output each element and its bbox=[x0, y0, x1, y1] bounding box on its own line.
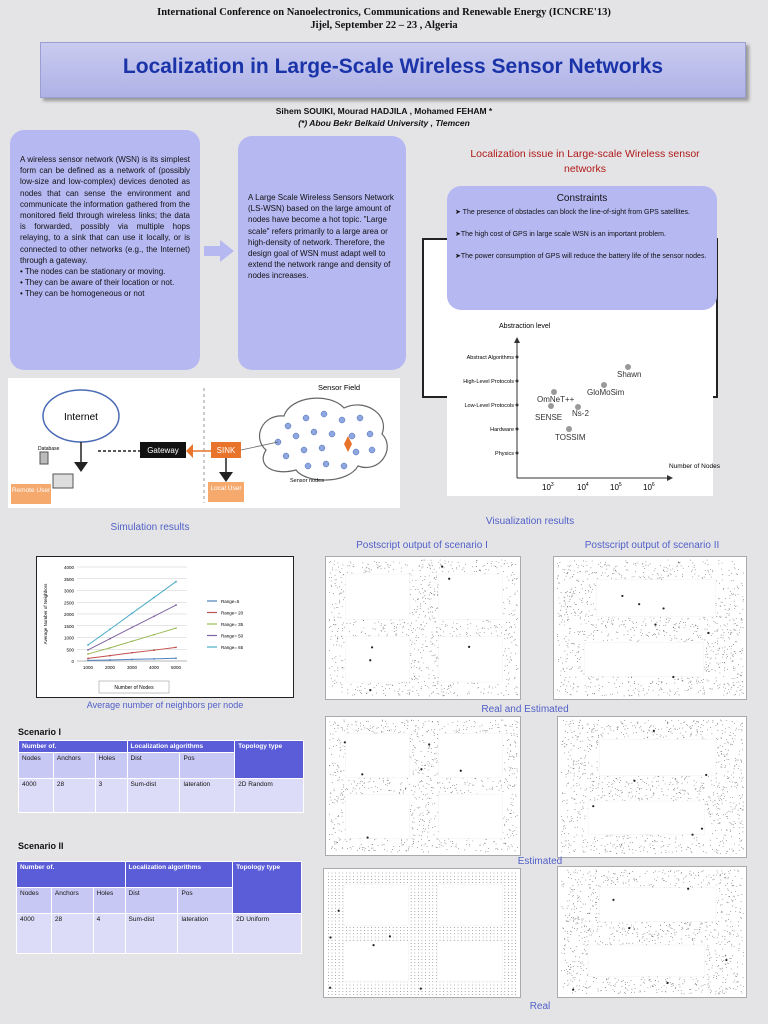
authors-block bbox=[0, 105, 768, 129]
obstacle-hole bbox=[344, 941, 409, 982]
author-names: Sihem SOUIKI, Mourad HADJILA , Mohamed FEHAM * bbox=[275, 106, 493, 116]
x-tick: $10^4$ bbox=[577, 482, 589, 492]
subheader-cell: Dist bbox=[125, 888, 178, 914]
anchor-node bbox=[653, 730, 655, 732]
author-affiliation: (*) Abou Bekr Belkaid University , Tlemcen bbox=[298, 118, 470, 128]
network-architecture-diagram bbox=[8, 378, 400, 508]
constraints-box bbox=[447, 186, 717, 310]
anchor-node bbox=[389, 935, 391, 937]
x-tick-label: 4000 bbox=[148, 665, 160, 670]
header-cell: Topology type bbox=[235, 741, 304, 779]
anchor-node bbox=[633, 780, 635, 782]
legend-label: Range= 35 bbox=[221, 621, 244, 627]
anchor-node bbox=[592, 805, 594, 807]
data-point bbox=[87, 660, 89, 662]
lswsn-text: A Large Scale Wireless Sensors Network (LS-WSN) based on the large amount of nodes have become a hot topic. "Large scale" refers primarily to a large area or high-density of network. Therefore, the design goal of WSN must adapt well to extend the network range and density of nodes increases. bbox=[248, 193, 394, 281]
header-cell: Number of. bbox=[19, 741, 128, 753]
y-axis-label: Average Number of Neighbors bbox=[43, 583, 48, 645]
right-arrow-icon bbox=[204, 240, 234, 262]
ps2-title: Postscript output of scenario II bbox=[584, 540, 720, 551]
data-point bbox=[131, 640, 133, 642]
anchor-node bbox=[662, 607, 664, 609]
anchor-node bbox=[687, 888, 689, 890]
x-tick: $10^6$ bbox=[643, 482, 655, 492]
y-tick-label: 3500 bbox=[63, 576, 74, 582]
abstraction-xlabel: Number of Nodes bbox=[669, 463, 720, 470]
conference-name: International Conference on Nanoelectronics, Communications and Renewable Energy (ICNCRE'13) bbox=[157, 7, 611, 18]
sensor-field-label: Sensor Field bbox=[318, 383, 361, 392]
wsn-bullet: • The nodes can be stationary or moving. bbox=[20, 267, 166, 277]
anchor-node bbox=[705, 774, 707, 776]
anchor-node bbox=[329, 936, 331, 938]
obstacle-hole bbox=[439, 734, 503, 778]
local-user-label: Local User bbox=[210, 485, 242, 492]
obstacle-hole bbox=[588, 801, 705, 835]
anchor-node bbox=[638, 603, 640, 605]
x-tick: $10^3$ bbox=[542, 482, 554, 492]
estimated-plot-scenario-1 bbox=[325, 716, 521, 856]
anchor-node bbox=[460, 770, 462, 772]
subheader-cell: Pos bbox=[180, 753, 235, 779]
data-point bbox=[153, 658, 155, 660]
table-cell: lateration bbox=[180, 779, 235, 813]
level-label: High-Level Protocols bbox=[463, 379, 514, 385]
table-cell: 28 bbox=[53, 779, 95, 813]
obstacle-hole bbox=[588, 945, 705, 976]
wsn-bullet: • They can be aware of their location or not. bbox=[20, 278, 175, 288]
ps1-title: Postscript output of scenario I bbox=[356, 540, 488, 551]
database-icon bbox=[40, 452, 48, 464]
title-banner bbox=[40, 42, 746, 98]
x-axis-label: Number of Nodes bbox=[114, 685, 154, 691]
tool-label: Ns-2 bbox=[572, 409, 589, 418]
gateway-label: Gateway bbox=[147, 446, 179, 455]
legend-label: Range=5 bbox=[221, 598, 240, 604]
anchor-node bbox=[448, 578, 450, 580]
tool-label: SENSE bbox=[535, 413, 563, 422]
tool-label: TOSSIM bbox=[555, 433, 586, 442]
table-cell: 3 bbox=[95, 779, 127, 813]
data-point bbox=[131, 652, 133, 654]
anchor-node bbox=[369, 689, 371, 691]
anchor-node bbox=[338, 910, 340, 912]
level-label: Hardware bbox=[490, 427, 514, 433]
tool-point bbox=[566, 426, 572, 432]
scenario-1-table bbox=[18, 740, 304, 813]
subheader-cell: Pos bbox=[178, 888, 233, 914]
anchor-node bbox=[329, 987, 331, 989]
abstraction-level-diagram bbox=[447, 318, 720, 496]
real-estimated-caption: Real and Estimated bbox=[481, 704, 569, 715]
table-cell: 4000 bbox=[17, 914, 52, 954]
conference-place: Jijel, September 22 – 23 , Algeria bbox=[310, 20, 458, 31]
y-tick-label: 2500 bbox=[63, 600, 74, 606]
x-tick-label: 1000 bbox=[82, 665, 94, 670]
subheader-cell: Anchors bbox=[51, 888, 93, 914]
data-point bbox=[131, 612, 133, 614]
header-cell: Localization algorithms bbox=[125, 862, 233, 888]
database-label: Database bbox=[38, 446, 60, 452]
anchor-node bbox=[621, 595, 623, 597]
data-point bbox=[109, 647, 111, 649]
anchor-node bbox=[628, 927, 630, 929]
sensor-nodes-label: Sensor nodes bbox=[290, 478, 324, 484]
obstacle-hole bbox=[345, 637, 409, 682]
visualization-results-title: Visualization results bbox=[485, 516, 575, 527]
level-label: Low-Level Protocols bbox=[464, 403, 514, 409]
y-tick-label: 4000 bbox=[63, 565, 74, 570]
real-caption: Real bbox=[529, 1001, 551, 1012]
data-point bbox=[175, 646, 177, 648]
abstraction-ylabel: Abstraction level bbox=[499, 323, 551, 330]
localization-issue-title: Localization issue in Large-scale Wireless sensor networks bbox=[470, 148, 700, 175]
constraint-item: ➤ The presence of obstacles can block the line-of-sight from GPS satellites. bbox=[455, 209, 690, 216]
data-point bbox=[87, 658, 89, 660]
obstacle-hole bbox=[345, 574, 409, 619]
computer-icon bbox=[53, 474, 73, 488]
subheader-cell: Anchors bbox=[53, 753, 95, 779]
obstacle-hole bbox=[345, 734, 409, 778]
y-tick-label: 1500 bbox=[63, 623, 74, 629]
simulation-results-title: Simulation results bbox=[110, 522, 190, 533]
subheader-cell: Holes bbox=[93, 888, 125, 914]
obstacle-hole bbox=[439, 574, 503, 619]
level-label: Abstract Algorithms bbox=[466, 355, 514, 361]
y-tick-label: 1000 bbox=[63, 635, 74, 641]
data-point bbox=[109, 628, 111, 630]
anchor-node bbox=[371, 646, 373, 648]
table-cell: 2D Uniform bbox=[233, 914, 302, 954]
data-point bbox=[153, 649, 155, 651]
anchor-node bbox=[344, 741, 346, 743]
y-tick-label: 2000 bbox=[63, 612, 74, 617]
scenario-2-label: Scenario II bbox=[18, 841, 64, 851]
table-cell: 4000 bbox=[19, 779, 54, 813]
chart-caption: Average number of neighbors per node bbox=[86, 700, 244, 710]
estimated-caption: Estimated bbox=[517, 856, 563, 867]
anchor-node bbox=[361, 773, 363, 775]
data-point bbox=[87, 644, 89, 646]
data-point bbox=[109, 655, 111, 657]
x-tick-label: 2000 bbox=[104, 665, 116, 670]
data-point bbox=[131, 626, 133, 628]
obstacle-hole bbox=[439, 794, 503, 838]
constraint-item: ➤The power consumption of GPS will reduce the battery life of the sensor nodes. bbox=[455, 253, 707, 260]
header-cell: Number of. bbox=[17, 862, 126, 888]
anchor-node bbox=[654, 623, 656, 625]
anchor-node bbox=[420, 768, 422, 770]
anchor-node bbox=[468, 646, 470, 648]
anchor-node bbox=[725, 959, 727, 961]
real-plot-scenario-2 bbox=[557, 866, 747, 998]
x-tick-label: 5000 bbox=[170, 665, 182, 670]
remote-user-label: Remote User bbox=[11, 487, 51, 494]
real-plot-scenario-1 bbox=[323, 868, 521, 998]
legend-label: Range= 50 bbox=[221, 633, 244, 639]
subheader-cell: Nodes bbox=[17, 888, 52, 914]
sink-label: SINK bbox=[216, 446, 236, 455]
anchor-node bbox=[372, 944, 374, 946]
header-cell: Topology type bbox=[233, 862, 302, 914]
table-cell: Sum-dist bbox=[125, 914, 178, 954]
anchor-node bbox=[672, 676, 674, 678]
obstacle-hole bbox=[438, 884, 503, 925]
data-point bbox=[175, 604, 177, 606]
legend-label: Range= 65 bbox=[221, 644, 244, 650]
postscript-plot-scenario-1 bbox=[325, 556, 521, 700]
table-cell: 2D Random bbox=[235, 779, 304, 813]
tool-label: OmNeT++ bbox=[537, 395, 575, 404]
wsn-definition-box bbox=[10, 130, 200, 370]
legend-label: Range= 20 bbox=[221, 610, 244, 616]
anchor-node bbox=[612, 899, 614, 901]
anchor-node bbox=[428, 743, 430, 745]
postscript-plot-scenario-2 bbox=[553, 556, 747, 700]
neighbors-line-chart bbox=[36, 556, 294, 698]
constraint-item: ➤The high cost of GPS in large scale WSN is an important problem. bbox=[455, 231, 666, 238]
obstacle-hole bbox=[585, 642, 704, 676]
poster-title: Localization in Large-Scale Wireless Sensor Networks bbox=[122, 55, 664, 78]
anchor-node bbox=[691, 834, 693, 836]
scenario-2-table bbox=[16, 861, 302, 954]
data-point bbox=[175, 581, 177, 583]
data-point bbox=[109, 638, 111, 640]
anchor-node bbox=[707, 632, 709, 634]
y-tick-label: 500 bbox=[66, 647, 74, 653]
level-label: Physics bbox=[495, 451, 514, 457]
subheader-cell: Dist bbox=[127, 753, 180, 779]
data-point bbox=[87, 653, 89, 655]
obstacle-hole bbox=[344, 884, 409, 925]
obstacle-hole bbox=[439, 637, 503, 682]
lswsn-box bbox=[238, 136, 406, 370]
subheader-cell: Nodes bbox=[19, 753, 54, 779]
y-tick-label: 3000 bbox=[63, 588, 74, 594]
table-cell: 4 bbox=[93, 914, 125, 954]
tool-label: Shawn bbox=[617, 370, 642, 379]
data-point bbox=[153, 634, 155, 636]
anchor-node bbox=[441, 566, 443, 568]
table-cell: Sum-dist bbox=[127, 779, 180, 813]
wsn-definition-text: A wireless sensor network (WSN) is its simplest form can be defined as a network of (possibly low-size and low-complex) devices denoted as nodes that can sense the environment and communicate the information gathered from the monitored field through wireless links; the data is forwarded, possibly via multiple hops relaying, to a sink that can use it locally, or is connected to other networks (e.g., the Internet) through a gateway. bbox=[20, 155, 190, 265]
data-point bbox=[175, 627, 177, 629]
wsn-bullet: • They can be homogeneous or not bbox=[20, 289, 145, 299]
obstacle-hole bbox=[345, 794, 409, 838]
y-tick-label: 0 bbox=[71, 659, 74, 664]
data-point bbox=[175, 657, 177, 659]
conference-header bbox=[0, 6, 768, 32]
obstacle-hole bbox=[599, 739, 716, 775]
x-tick-label: 3000 bbox=[126, 665, 138, 670]
anchor-node bbox=[701, 828, 703, 830]
tool-label: GloMoSim bbox=[587, 388, 625, 397]
data-point bbox=[153, 615, 155, 617]
estimated-plot-scenario-2 bbox=[557, 716, 747, 858]
anchor-node bbox=[366, 836, 368, 838]
data-point bbox=[87, 649, 89, 651]
anchor-node bbox=[666, 982, 668, 984]
x-tick: $10^5$ bbox=[610, 482, 622, 492]
data-point bbox=[153, 597, 155, 599]
data-point bbox=[109, 659, 111, 661]
scenario-1-label: Scenario I bbox=[18, 727, 62, 737]
table-cell: lateration bbox=[178, 914, 233, 954]
anchor-node bbox=[369, 659, 371, 661]
data-point bbox=[131, 658, 133, 660]
anchor-node bbox=[572, 989, 574, 991]
header-cell: Localization algorithms bbox=[127, 741, 235, 753]
table-cell: 28 bbox=[51, 914, 93, 954]
obstacle-hole bbox=[599, 888, 716, 922]
anchor-node bbox=[420, 988, 422, 990]
obstacle-hole bbox=[438, 941, 503, 982]
subheader-cell: Holes bbox=[95, 753, 127, 779]
constraints-title: Constraints bbox=[556, 193, 608, 204]
obstacle-hole bbox=[596, 580, 715, 617]
internet-label: Internet bbox=[64, 412, 98, 423]
